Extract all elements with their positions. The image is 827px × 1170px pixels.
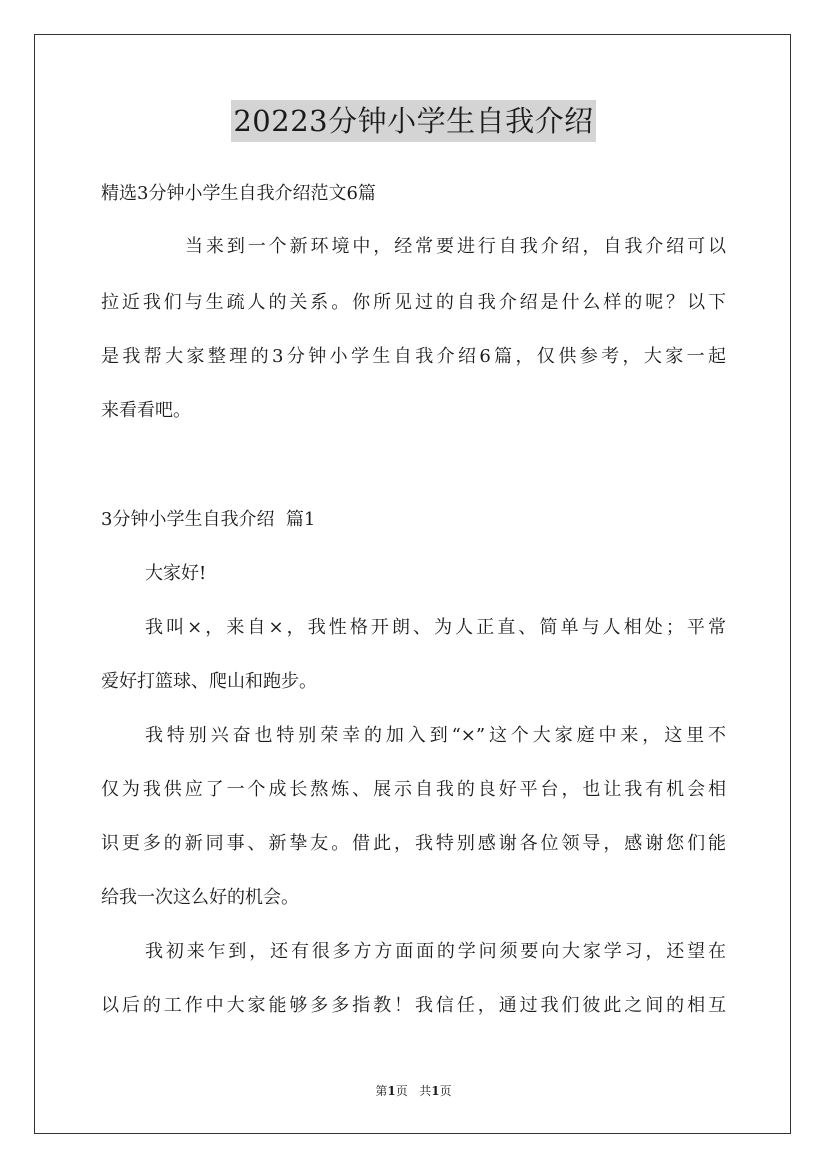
para2-line-4: 给我一次这么好的机会。 (101, 887, 299, 908)
page-footer (0, 1083, 827, 1099)
para2-line-1: 我特别兴奋也特别荣幸的加入到“×”这个大家庭中来，这里不 (145, 725, 726, 746)
title-container (0, 100, 827, 142)
subtitle: 精选3分钟小学生自我介绍范文6篇 (101, 183, 376, 204)
footer-total-suffix: 页 (439, 1084, 452, 1098)
footer-page-suffix: 页 (395, 1084, 408, 1098)
para1-line-2: 爱好打篮球、爬山和跑步。 (101, 671, 317, 692)
intro-line-3: 是我帮大家整理的3分钟小学生自我介绍6篇，仅供参考，大家一起 (101, 346, 726, 367)
footer-page-prefix: 第 (375, 1084, 388, 1098)
document-title: 20223分钟小学生自我介绍 (231, 100, 595, 142)
para2-line-2: 仅为我供应了一个成长熬炼、展示自我的良好平台，也让我有机会相 (101, 779, 726, 800)
intro-line-2: 拉近我们与生疏人的关系。你所见过的自我介绍是什么样的呢？以下 (101, 292, 726, 313)
footer-total-prefix: 共 (419, 1084, 432, 1098)
footer-page-number: 1 (387, 1084, 396, 1098)
para1-line-1: 我叫×，来自×，我性格开朗、为人正直、简单与人相处；平常 (145, 617, 726, 638)
para2-line-3: 识更多的新同事、新挚友。借此，我特别感谢各位领导，感谢您们能 (101, 833, 726, 854)
para3-line-2: 以后的工作中大家能够多多指教！我信任，通过我们彼此之间的相互 (101, 995, 726, 1016)
para3-line-1: 我初来乍到，还有很多方方面面的学问须要向大家学习，还望在 (145, 941, 726, 962)
intro-line-1: 当来到一个新环境中，经常要进行自我介绍，自我介绍可以 (185, 236, 726, 257)
footer-total-number: 1 (431, 1084, 440, 1098)
greeting: 大家好! (145, 563, 207, 584)
intro-line-4: 来看看吧。 (101, 400, 191, 421)
section-heading: 3分钟小学生自我介绍 篇1 (101, 509, 316, 530)
